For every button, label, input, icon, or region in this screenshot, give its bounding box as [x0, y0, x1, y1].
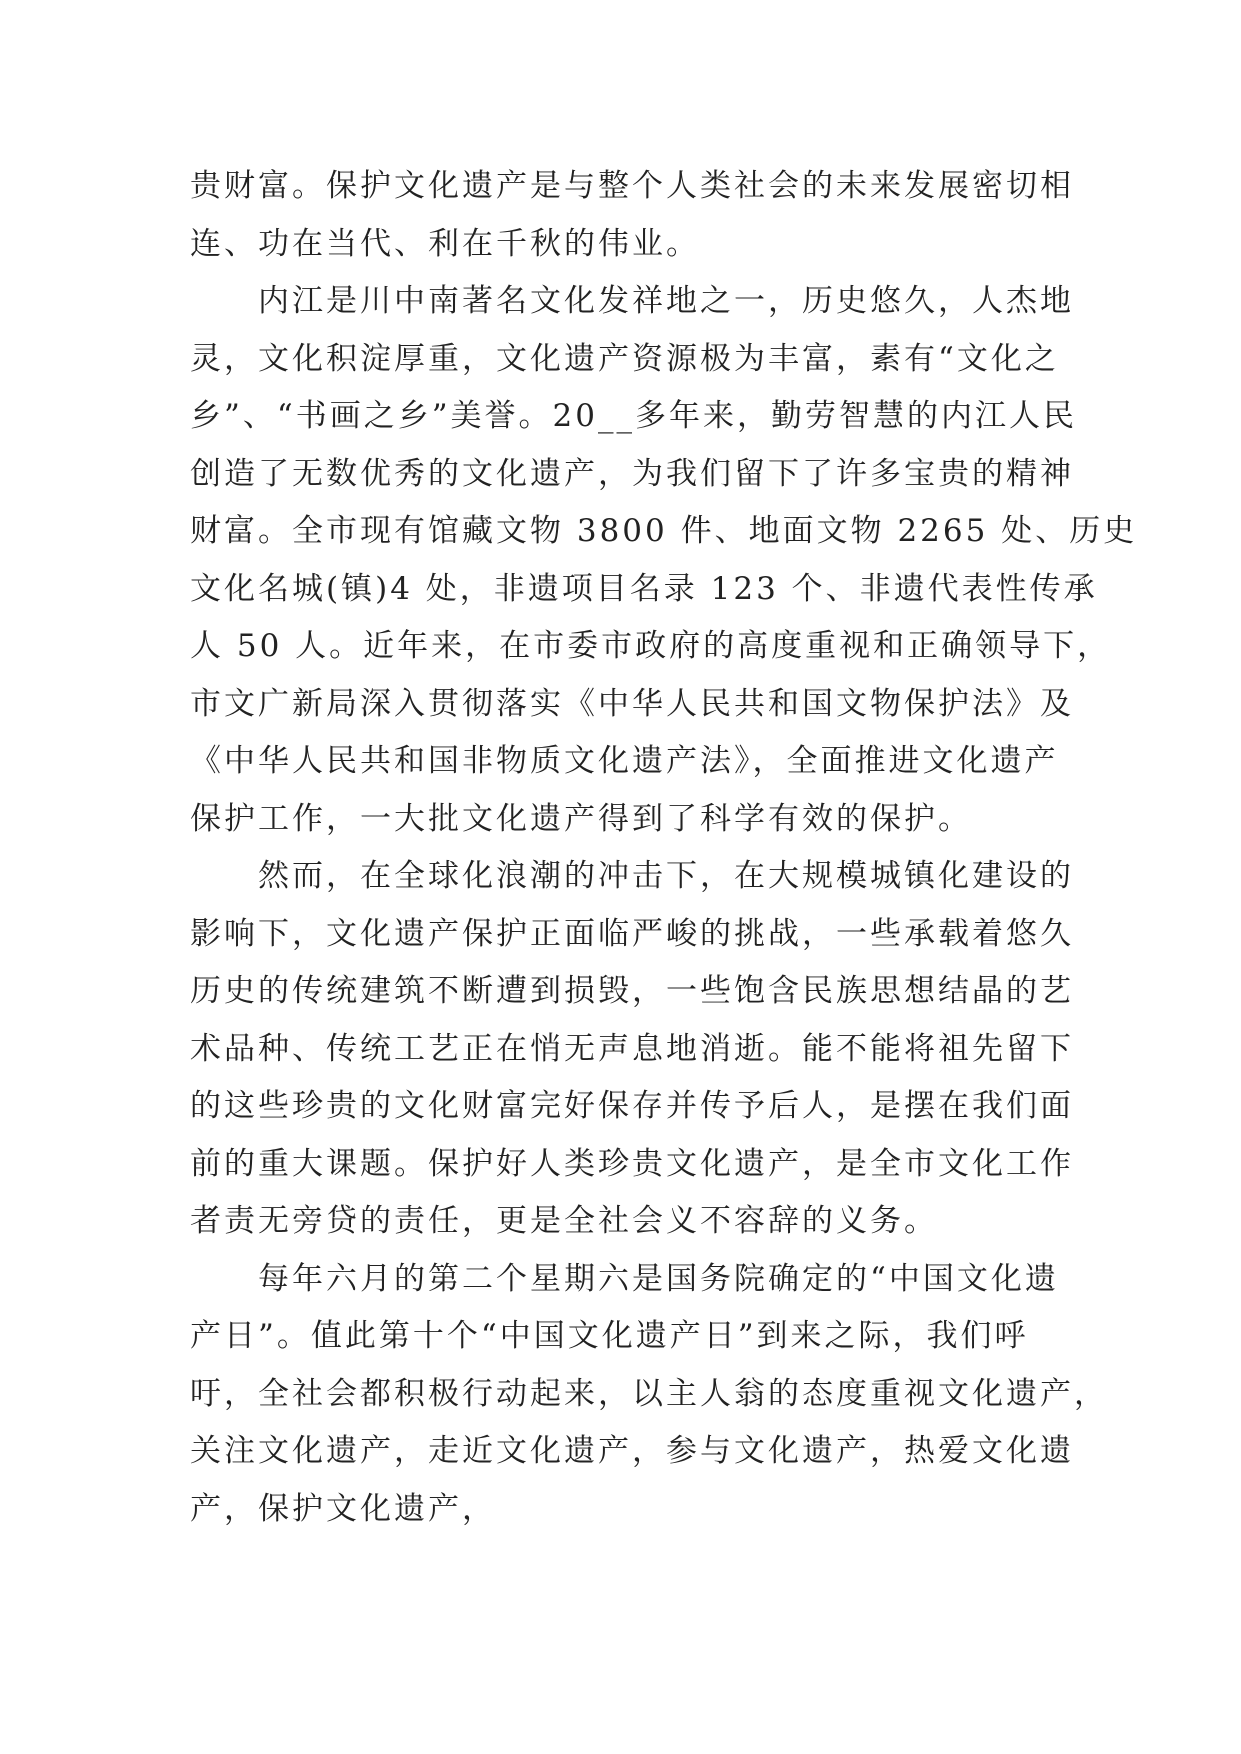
text-line: 内江是川中南著名文化发祥地之一，历史悠久，人杰地 [258, 283, 1074, 319]
text-line: 文化名城(镇)4 处，非遗项目名录 123 个、非遗代表性传承 [190, 570, 1098, 607]
text-line: 连、功在当代、利在千秋的伟业。 [190, 225, 700, 262]
text-line: 历史的传统建筑不断遭到损毁，一些饱含民族思想结晶的艺 [190, 973, 1074, 1009]
paragraph-2 [190, 273, 1138, 848]
text-line: 产日”。值此第十个“中国文化遗产日”到来之际，我们呼 [190, 1318, 1029, 1354]
text-line: 乡”、“书画之乡”美誉。20__多年来，勤劳智慧的内江人民 [190, 398, 1077, 434]
text-line: 者责无旁贷的责任，更是全社会义不容辞的义务。 [190, 1203, 938, 1239]
text-line: 然而，在全球化浪潮的冲击下，在大规模城镇化建设的 [258, 858, 1074, 894]
text-line: 的这些珍贵的文化财富完好保存并传予后人，是摆在我们面 [190, 1088, 1074, 1124]
text-line: 前的重大课题。保护好人类珍贵文化遗产，是全市文化工作 [190, 1145, 1074, 1182]
text-line: 关注文化遗产，走近文化遗产，参与文化遗产，热爱文化遗 [190, 1433, 1074, 1469]
paragraph-4 [190, 1251, 1108, 1539]
text-line: 《中华人民共和国非物质文化遗产法》，全面推进文化遗产 [190, 743, 1059, 779]
paragraph-3 [190, 848, 1074, 1251]
text-line: 贵财富。保护文化遗产是与整个人类社会的未来发展密切相 [190, 168, 1074, 204]
text-line: 人 50 人。近年来，在市委市政府的高度重视和正确领导下， [190, 628, 1112, 664]
text-line: 财富。全市现有馆藏文物 3800 件、地面文物 2265 处、历史 [190, 513, 1138, 549]
text-line: 灵，文化积淀厚重，文化遗产资源极为丰富，素有“文化之 [190, 340, 1059, 377]
text-line: 吁，全社会都积极行动起来，以主人翁的态度重视文化遗产， [190, 1375, 1108, 1412]
text-line: 创造了无数优秀的文化遗产，为我们留下了许多宝贵的精神 [190, 455, 1074, 492]
paragraph-1 [190, 158, 1074, 273]
text-line: 市文广新局深入贯彻落实《中华人民共和国文物保护法》及 [190, 685, 1074, 722]
text-line: 保护工作，一大批文化遗产得到了科学有效的保护。 [190, 800, 972, 837]
text-line: 每年六月的第二个星期六是国务院确定的“中国文化遗 [258, 1260, 1059, 1297]
document-body [190, 158, 1138, 1538]
text-line: 影响下，文化遗产保护正面临严峻的挑战，一些承载着悠久 [190, 915, 1074, 952]
text-line: 产，保护文化遗产， [190, 1490, 496, 1527]
text-line: 术品种、传统工艺正在悄无声息地消逝。能不能将祖先留下 [190, 1030, 1074, 1067]
